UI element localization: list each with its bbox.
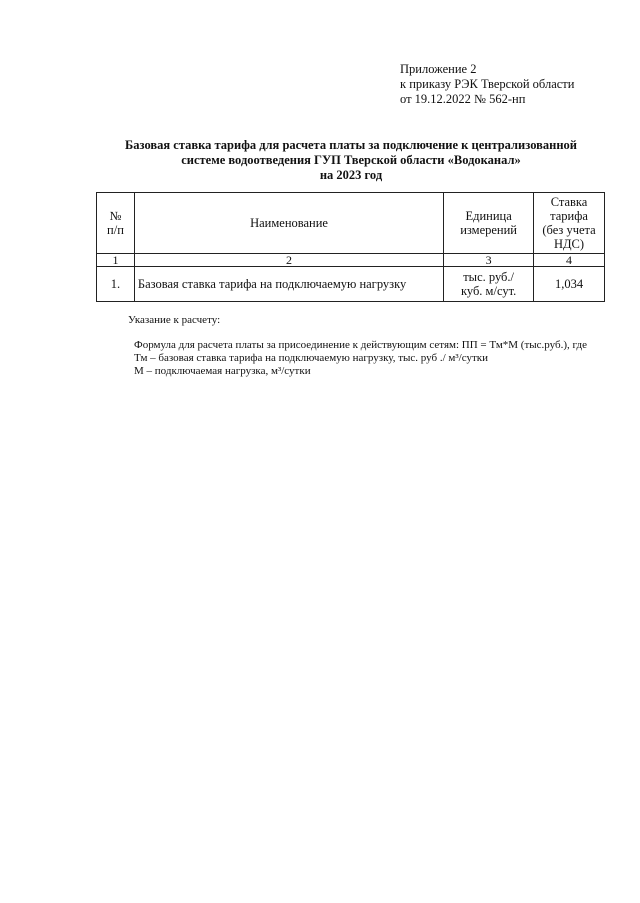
column-number: 3 [444, 254, 534, 267]
row-unit-l1: тыс. руб./ [463, 270, 514, 284]
header-unit [444, 193, 534, 254]
row-unit [444, 267, 534, 302]
title-line-1: Базовая ставка тарифа для расчета платы за подключение к централизованной [124, 138, 578, 152]
annex-order: к приказу РЭК Тверской области [400, 77, 575, 91]
column-number-row [97, 254, 605, 267]
annex-reference [400, 62, 574, 107]
calculation-note-title: Указание к расчету: [128, 314, 221, 326]
tariff-table [96, 192, 605, 302]
row-num: 1. [97, 267, 135, 302]
column-number: 1 [97, 254, 135, 267]
table-row [97, 267, 605, 302]
table-header-row [97, 193, 605, 254]
header-rate-l4: НДС) [554, 237, 585, 251]
formula-line-1: Формула для расчета платы за присоединение к действующим сетям: ПП = Тм*М (тыс.руб.), где [134, 339, 587, 351]
annex-date: от 19.12.2022 № 562-нп [400, 92, 526, 106]
column-number: 2 [134, 254, 443, 267]
title-line-3: на 2023 год [319, 168, 383, 182]
row-unit-l2: куб. м/сут. [460, 284, 517, 298]
header-num-abbr: п/п [107, 223, 124, 237]
header-num-symbol: № [109, 209, 122, 223]
annex-number: Приложение 2 [400, 62, 477, 76]
header-rate-l2: тарифа [550, 209, 588, 223]
row-rate: 1,034 [534, 267, 605, 302]
header-rate-l3: (без учета [542, 223, 596, 237]
row-name: Базовая ставка тарифа на подключаемую нагрузку [134, 267, 443, 302]
header-rate-l1: Ставка [550, 195, 588, 209]
document-title [96, 138, 606, 183]
header-unit-l2: измерений [460, 223, 517, 237]
formula-line-2: Тм – базовая ставка тарифа на подключаемую нагрузку, тыс. руб ./ м³/сутки [134, 352, 488, 364]
header-rate [534, 193, 605, 254]
header-name: Наименование [134, 193, 443, 254]
calculation-formula [134, 339, 587, 378]
title-line-2: системе водоотведения ГУП Тверской области «Водоканал» [181, 153, 521, 167]
column-number: 4 [534, 254, 605, 267]
formula-line-3: М – подключаемая нагрузка, м³/сутки [134, 365, 311, 377]
header-num [97, 193, 135, 254]
header-unit-l1: Единица [465, 209, 512, 223]
